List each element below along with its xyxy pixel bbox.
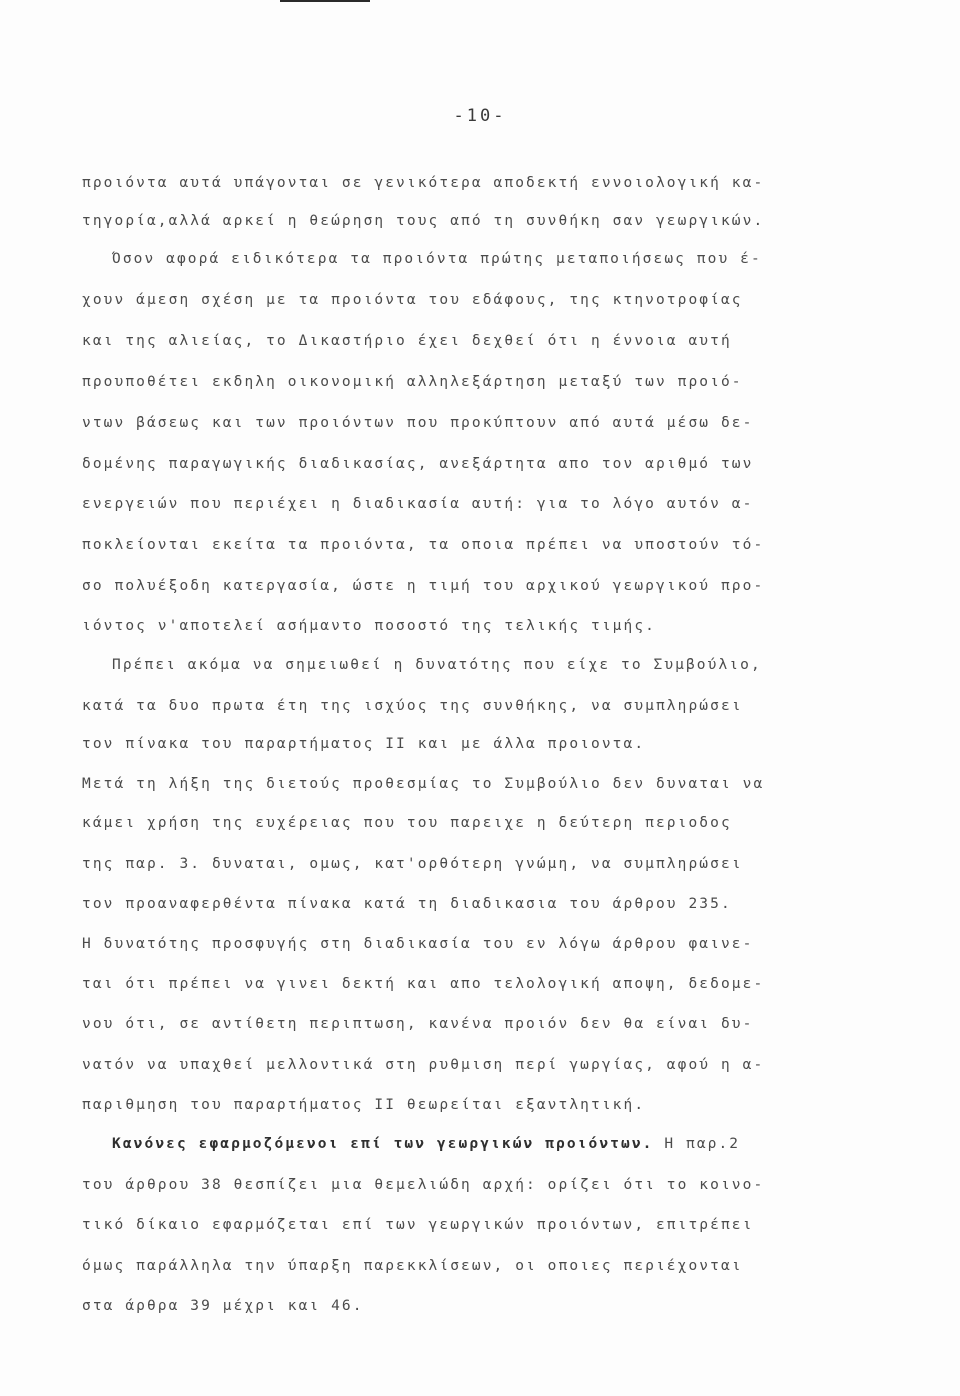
text-line-20: Η δυνατότης προσφυγής στη διαδικασία του εν λόγω άρθρου φαινε- bbox=[82, 936, 754, 952]
text-line-28: όμως παράλληλα την ύπαρξη παρεκκλίσεων, οι οποιες περιέχονται bbox=[82, 1258, 743, 1274]
text-line-19: τον προαναφερθέντα πίνακα κατά τη διαδικασια του άρθρου 235. bbox=[82, 896, 732, 912]
text-line-9: ενεργειών που περιέχει η διαδικασία αυτή: για το λόγο αυτόν α- bbox=[82, 496, 754, 512]
section-heading: Κανόνες εφαρμοζόμενοι επί των γεωργικών προιόντων. bbox=[112, 1136, 654, 1152]
text-line-24: παριθμηση του παραρτήματος II θεωρείται εξαντλητική. bbox=[82, 1097, 646, 1113]
page-number: -10- bbox=[453, 106, 507, 126]
text-line-14: κατά τα δυο πρωτα έτη της ισχύος της συνθήκης, να συμπληρώσει bbox=[82, 698, 743, 714]
text-line-8: δομένης παραγωγικής διαδικασίας, ανεξάρτητα απο τον αριθμό των bbox=[82, 456, 754, 472]
text-line-26: του άρθρου 38 θεσπίζει μια θεμελιώδη αρχή: ορίζει ότι το κοινο- bbox=[82, 1177, 765, 1193]
text-line-25 bbox=[112, 1136, 912, 1152]
text-line-2: τηγορία,αλλά αρκεί η θεώρηση τους από τη συνθήκη σαν γεωργικών. bbox=[82, 213, 765, 229]
text-line-17: κάμει χρήση της ευχέρειας που του παρειχε η δεύτερη περιοδος bbox=[82, 815, 732, 831]
text-line-4: χουν άμεση σχέση με τα προιόντα του εδάφους, της κτηνοτροφίας bbox=[82, 292, 743, 308]
text-line-10: ποκλείονται εκείτα τα προιόντα, τα οποια πρέπει να υποστούν τό- bbox=[82, 537, 765, 553]
text-line-23: νατόν να υπαχθεί μελλοντικά στη ρυθμιση περί γωργίας, αφού η α- bbox=[82, 1057, 765, 1073]
text-line-12: ιόντος ν'αποτελεί ασήμαντο ποσοστό της τελικής τιμής. bbox=[82, 618, 656, 634]
text-line-1: προιόντα αυτά υπάγονται σε γενικότερα αποδεκτή εννοιολογική κα- bbox=[82, 175, 765, 191]
scan-edge-mark bbox=[280, 0, 370, 2]
text-line-27: τικό δίκαιο εφαρμόζεται επί των γεωργικών προιόντων, επιτρέπει bbox=[82, 1217, 754, 1233]
text-line-22: νου ότι, σε αντίθετη περιπτωση, κανένα προιόν δεν θα είναι δυ- bbox=[82, 1016, 754, 1032]
text-line-5: και της αλιείας, το Δικαστήριο έχει δεχθεί ότι η έννοια αυτή bbox=[82, 333, 732, 349]
text-line-6: προυποθέτει εκδηλη οικονομική αλληλεξάρτηση μεταξύ των προιό- bbox=[82, 374, 743, 390]
text-line-11: σο πολυέξοδη κατεργασία, ώστε η τιμή του αρχικού γεωργικού προ- bbox=[82, 578, 765, 594]
text-line-15: τον πίνακα του παραρτήματος II και με άλλα προιοντα. bbox=[82, 736, 646, 752]
text-line-29: στα άρθρα 39 μέχρι και 46. bbox=[82, 1298, 364, 1314]
section-heading-continuation: Η παρ.2 bbox=[653, 1136, 741, 1152]
text-line-7: ντων βάσεως και των προιόντων που προκύπτουν από αυτά μέσω δε- bbox=[82, 415, 754, 431]
text-line-16: Μετά τη λήξη της διετούς προθεσμίας το Συμβούλιο δεν δυναται να bbox=[82, 776, 765, 792]
text-line-18: της παρ. 3. δυναται, ομως, κατ'ορθότερη γνώμη, να συμπληρώσει bbox=[82, 856, 743, 872]
text-line-3: Όσον αφορά ειδικότερα τα προιόντα πρώτης μεταποιήσεως που έ- bbox=[112, 251, 762, 267]
text-line-21: ται ότι πρέπει να γινει δεκτή και απο τελολογική αποψη, δεδομε- bbox=[82, 976, 765, 992]
text-line-13: Πρέπει ακόμα να σημειωθεί η δυνατότης που είχε το Συμβούλιο, bbox=[112, 657, 762, 673]
